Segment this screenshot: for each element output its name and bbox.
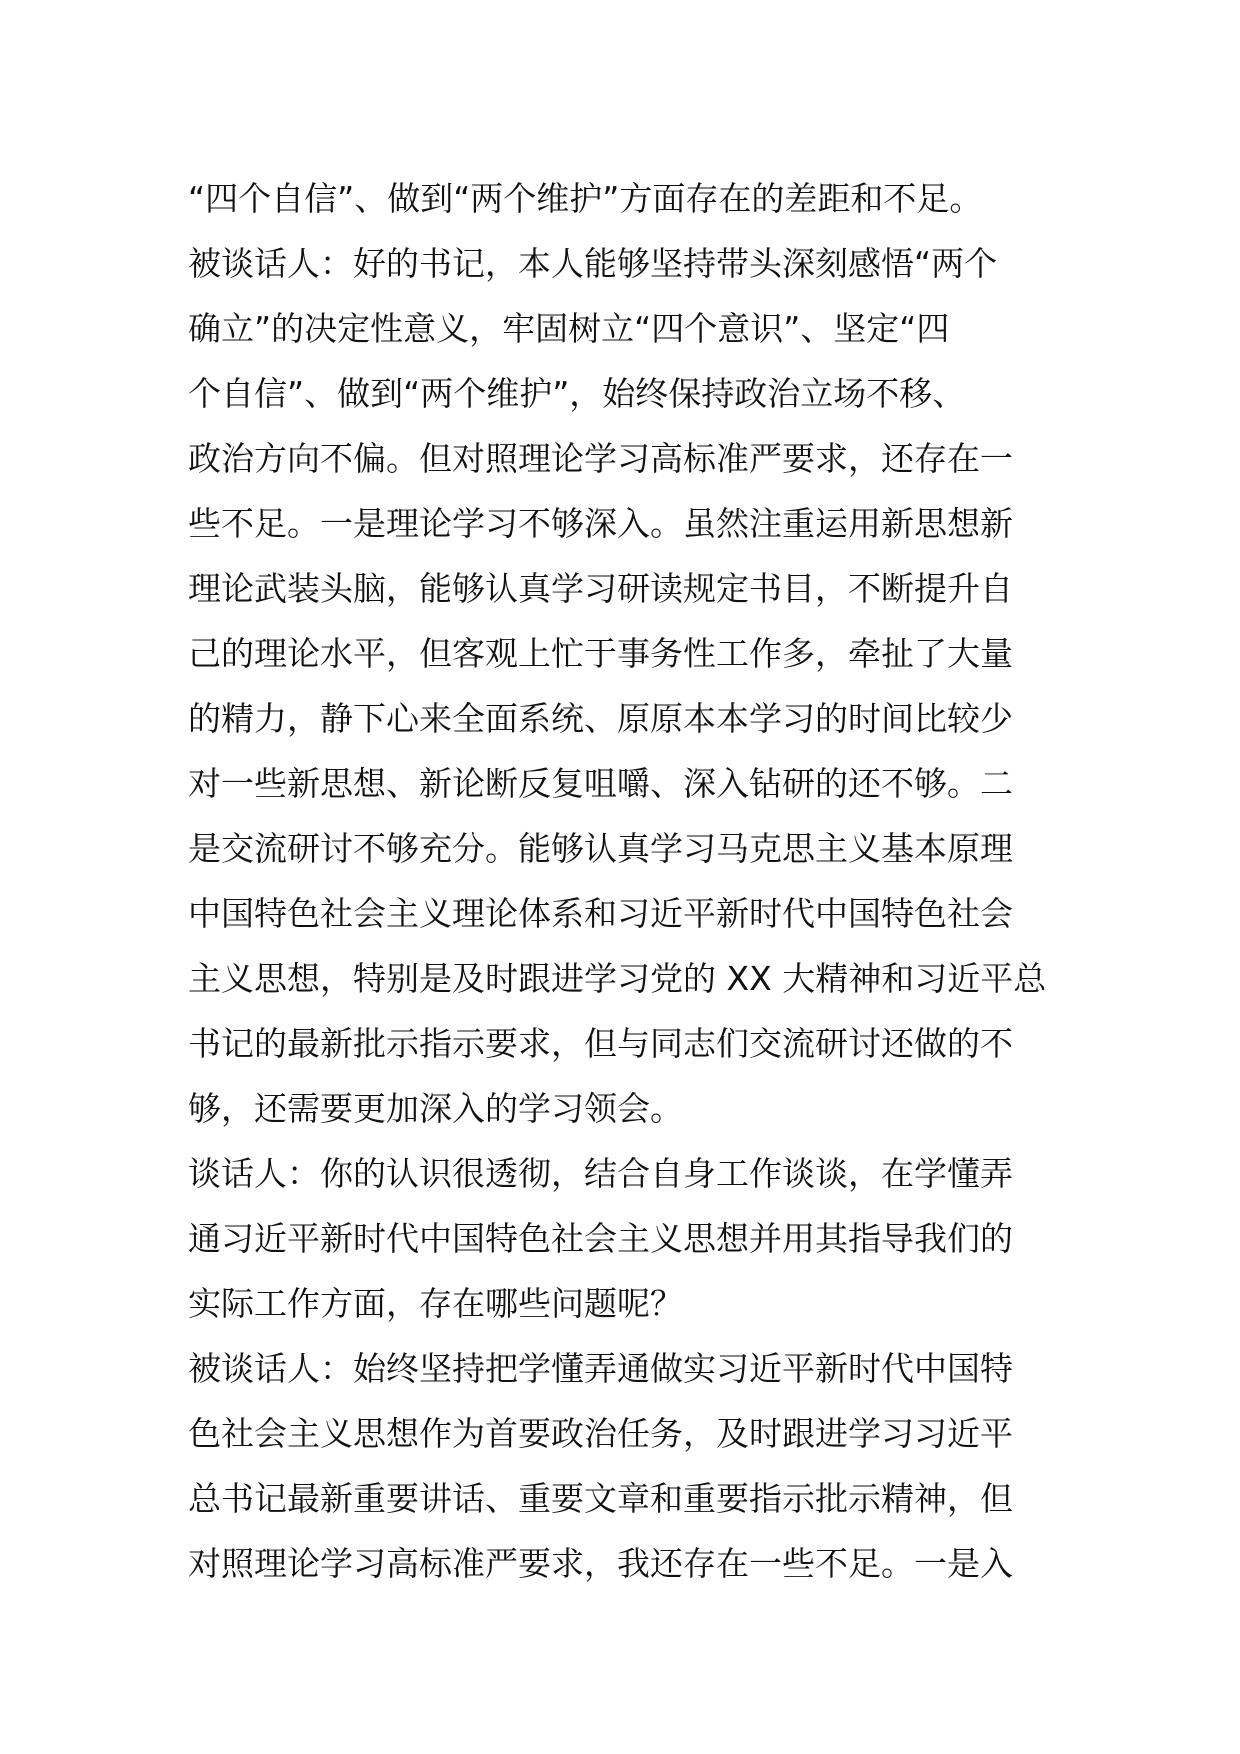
text-line: 被谈话人：好的书记，本人能够坚持带头深刻感悟“两个 [188, 244, 998, 283]
body-text [188, 166, 1063, 1596]
text-line: 总书记最新重要讲话、重要文章和重要指示批示精神，但 [188, 1479, 1013, 1518]
text-line: 确立”的决定性意义，牢固树立“四个意识”、坚定“四 [188, 309, 950, 348]
text-line: 实际工作方面，存在哪些问题呢？ [188, 1284, 683, 1323]
text-line: 被谈话人：始终坚持把学懂弄通做实习近平新时代中国特 [188, 1349, 1013, 1388]
text-line: 色社会主义思想作为首要政治任务，及时跟进学习习近平 [188, 1414, 1013, 1453]
text-line: 己的理论水平，但客观上忙于事务性工作多，牵扯了大量 [188, 634, 1013, 673]
text-line: 政治方向不偏。但对照理论学习高标准严要求，还存在一 [188, 439, 1013, 478]
text-line: 通习近平新时代中国特色社会主义思想并用其指导我们的 [188, 1219, 1013, 1258]
text-line: 够，还需要更加深入的学习领会。 [188, 1089, 683, 1128]
text-line: “四个自信”、做到“两个维护”方面存在的差距和不足。 [188, 179, 983, 218]
text-line: 的精力，静下心来全面系统、原原本本学习的时间比较少 [188, 699, 1013, 738]
text-line: 个自信”、做到“两个维护”，始终保持政治立场不移、 [188, 374, 966, 413]
text-line: 理论武装头脑，能够认真学习研读规定书目，不断提升自 [188, 569, 1013, 608]
text-line: 书记的最新批示指示要求，但与同志们交流研讨还做的不 [188, 1024, 1013, 1063]
text-line: 主义思想，特别是及时跟进学习党的 XX 大精神和习近平总 [188, 959, 1047, 998]
text-line: 中国特色社会主义理论体系和习近平新时代中国特色社会 [188, 894, 1013, 933]
text-line: 些不足。一是理论学习不够深入。虽然注重运用新思想新 [188, 504, 1013, 543]
text-line: 是交流研讨不够充分。能够认真学习马克思主义基本原理 [188, 829, 1013, 868]
text-line: 对一些新思想、新论断反复咀嚼、深入钻研的还不够。二 [188, 764, 1013, 803]
text-line: 对照理论学习高标准严要求，我还存在一些不足。一是入 [188, 1544, 1013, 1583]
text-line: 谈话人：你的认识很透彻，结合自身工作谈谈，在学懂弄 [188, 1154, 1013, 1193]
